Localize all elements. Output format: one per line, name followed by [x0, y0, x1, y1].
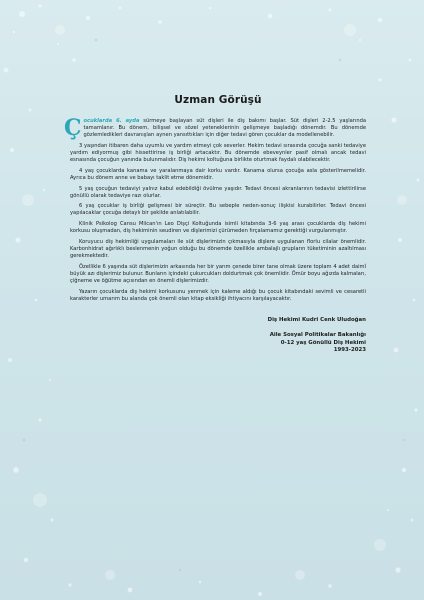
intro-text: sürmeye başlayan süt dişleri ile diş bakımı başlar. Süt dişleri 2-2.5 yaşlarında tamamlanır. Bu dönem, bilişsel ve sözel yeteneklerinin gelişmeye başladığı dönemdir. Bu dönemde gözlemledikleri davranışları aynen yansıttıkları için diğer tedavi gören çocuklar da modellenebilir. [83, 118, 366, 139]
signature-affiliation: Aile Sosyal Politikalar Bakanlığı [269, 332, 366, 339]
paragraph: Klinik Psikolog Cansu Milcan'ın Leo Dişçi Koltuğunda isimli kitabında 3-6 yaş arası çocuklarda diş hekimi korkusu oluşmadan, diş hekiminin seudiren ve dişlerimizi çürümeden fırçalamamız gerektiği vurgulanmıştır. [70, 221, 366, 235]
paragraph: 4 yaş çocuklarda kanama ve yaralanmaya dair korku vardır. Kanama olursa çocuğa asla gösterilmemelidir. Ayrıca bu dönem anne ve babayı taklit etme dönemidir. [70, 167, 366, 181]
paragraph: Özellikle 6 yaşında süt dişlerimizin arkasında her bir yarım çenede birer tane olmak üzere toplam 4 adet daimî büyük azı dişlerimiz bulunur. Bunların içindeki çukurcukları doldurtmak çok önemlidir. Ömür boyu ağızda kalmaları, çiğneme ve öğütme açısından en önemli dişlerimizdir. [70, 263, 366, 284]
page-title: Uzman Görüşü [174, 94, 262, 106]
signature-block [70, 317, 366, 355]
signature-role: 0-12 yaş Gönüllü Diş Hekimi [280, 339, 366, 346]
paragraph: Yazarın çocuklarda diş hekimi korkusunu yenmek için kaleme aldığı bu çocuk kitabındaki sevimli ve cesaretli karakterler umarım bu alanda çok önemli olan kitap eksikliği ihtiyacını karşılayacaktır. [70, 288, 366, 302]
intro-paragraph [64, 115, 366, 141]
paragraph: 3 yaşından itibaren daha uyumlu ve yardım etmeyi çok severler. Hekim tedavi sırasında çocuğa sanki tedaviye yardım ediyormuş gibi hissettirirse iş birliği artacaktır. Bu dönemde ebeveynler pasif olmalı ancak tedavi esnasında çocuğun yanında bulunmalıdır. Diş hekimi koltuğuna birlikte oturtmak faydalı olabilecektir. [70, 142, 366, 164]
drop-cap: Ç [64, 115, 82, 141]
paragraph: 5 yaş çocuğun tedaviyi yalnız kabul edebildiği övülme yaşıdır. Tedavi öncesi akranlarının tedavisi izlettirilirse gönüllü olarak tedaviye razı olurlar. [70, 185, 366, 199]
article [64, 94, 366, 354]
paragraph: 6 yaş çocuklar iş birliği gelişmesi bir süreçtir. Bu sebeple neden-sonuç ilişkisi kurabilirler. Tedavi öncesi yapılacaklar çocuğa detaylı bir şekilde anlatılabilir. [70, 203, 366, 217]
signature-years: 1993-2023 [333, 347, 366, 354]
signature-name: Diş Hekimi Kudri Cenk Uludoğan [267, 316, 366, 323]
lead-phrase: ocuklarda 6. ayda [83, 118, 140, 124]
paragraph: Koruyucu diş hekimliği uygulamaları ile süt dişlerimizin çıkmasıyla dişlere uygulanan florlu cilalar önemlidir. Karbonhidrat ağırlıklı beslenmenin yoğun olduğu bu dönemde özellikle ambalajlı grupların tüketiminin azaltılması gerekmektedir. [70, 238, 366, 260]
